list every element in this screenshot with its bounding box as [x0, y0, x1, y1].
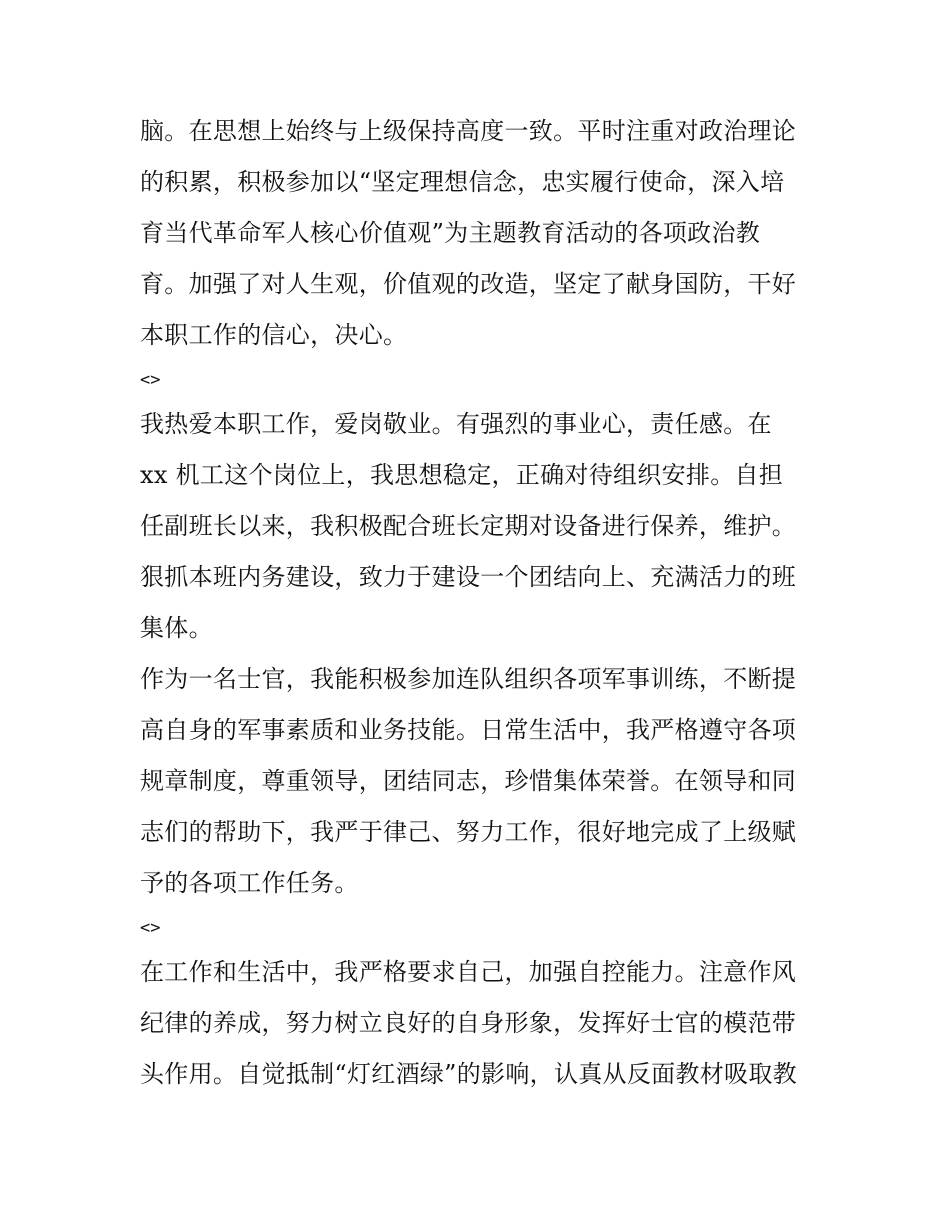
text-line: 予的各项工作任务。: [140, 869, 359, 897]
text-line: 集体。: [140, 614, 213, 642]
text-line: 狠抓本班内务建设，致力于建设一个团结向上、充满活力的班: [140, 563, 797, 591]
text-line: 育。加强了对人生观，价值观的改造，坚定了献身国防，干好: [140, 270, 797, 298]
text-line: 我热爱本职工作，爱岗敬业。有强烈的事业心，责任感。在: [140, 410, 772, 438]
text-line: 头作用。自觉抵制“灯红酒绿”的影响，认真从反面教材吸取教: [140, 1060, 797, 1088]
document-body: [140, 106, 820, 1100]
text-line: 任副班长以来，我积极配合班长定期对设备进行保养，维护。: [140, 512, 797, 540]
text-line: 规章制度，尊重领导，团结同志，珍惜集体荣誉。在领导和同: [140, 767, 797, 795]
text-line: 纪律的养成，努力树立良好的自身形象，发挥好士官的模范带: [140, 1009, 797, 1037]
text-line: 的积累，积极参加以“坚定理想信念，忠实履行使命，深入培: [140, 168, 785, 196]
section-marker: <>: [140, 918, 161, 938]
paragraph: [140, 654, 820, 909]
paragraph: [140, 947, 820, 1100]
text-line: 志们的帮助下，我严于律己、努力工作，很好地完成了上级赋: [140, 818, 797, 846]
text-line: 育当代革命军人核心价值观”为主题教育活动的各项政治教: [140, 219, 761, 247]
paragraph: [140, 399, 820, 654]
section-marker: <>: [140, 370, 161, 390]
text-line: 作为一名士官，我能积极参加连队组织各项军事训练，不断提: [140, 665, 797, 693]
text-line: 高自身的军事素质和业务技能。日常生活中，我严格遵守各项: [140, 716, 797, 744]
paragraph: [140, 106, 820, 361]
text-line: 本职工作的信心，决心。: [140, 321, 408, 349]
text-line: xx 机工这个岗位上，我思想稳定，正确对待组织安排。自担: [140, 461, 784, 489]
text-line: 在工作和生活中，我严格要求自己，加强自控能力。注意作风: [140, 958, 797, 986]
text-line: 脑。在思想上始终与上级保持高度一致。平时注重对政治理论: [140, 117, 797, 145]
